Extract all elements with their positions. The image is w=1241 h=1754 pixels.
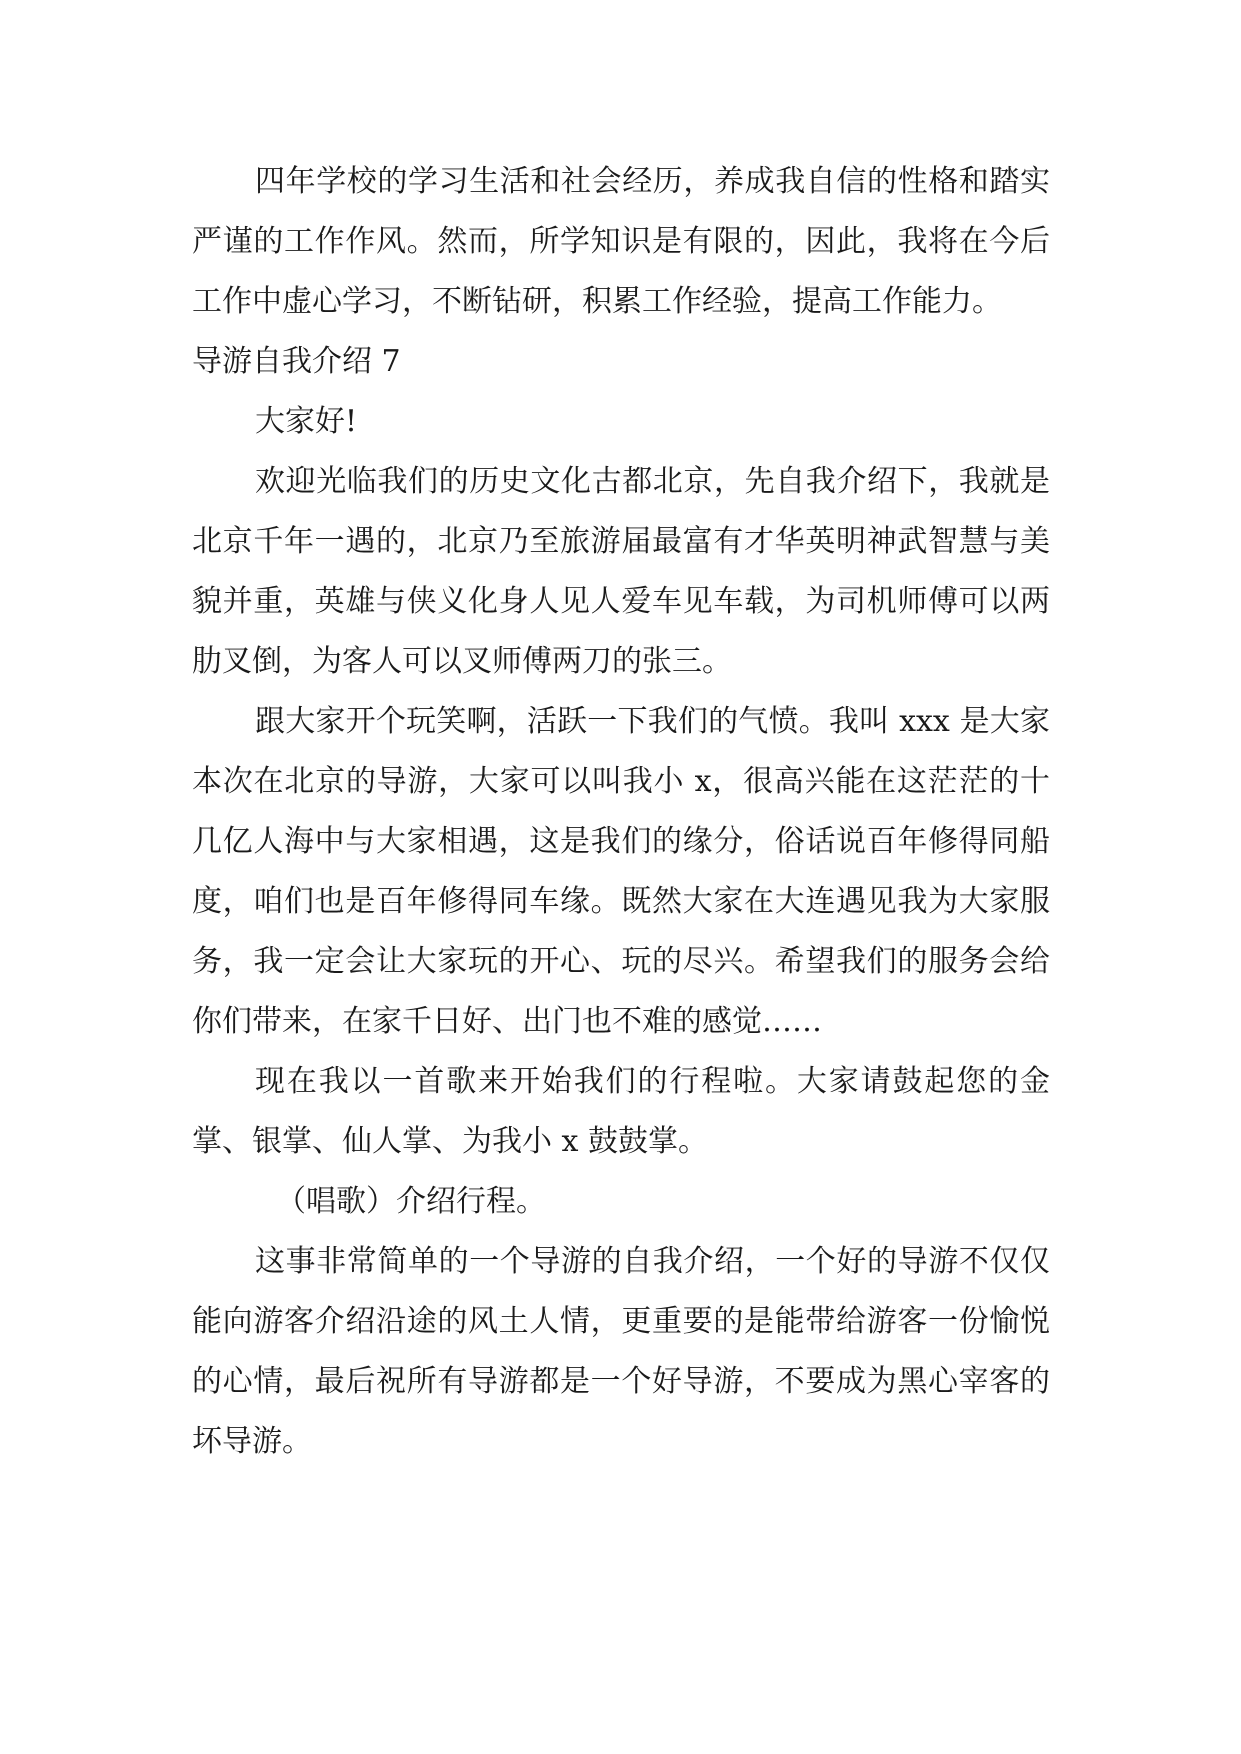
document-page (192, 152, 1050, 1472)
section-heading: 导游自我介绍 7 (192, 344, 401, 379)
paragraph-conclusion: 这事非常简单的一个导游的自我介绍，一个好的导游不仅仅能向游客介绍沿途的风土人情，更重要的是能带给游客一份愉悦的心情，最后祝所有导游都是一个好导游，不要成为黑心宰客的坏导游。 (192, 1244, 1050, 1459)
paragraph-introduction: 跟大家开个玩笑啊，活跃一下我们的气愤。我叫 xxx 是大家本次在北京的导游，大家可以叫我小 x，很高兴能在这茫茫的十几亿人海中与大家相遇，这是我们的缘分，俗话说百年修得同船度，咱们也是百年修得同车缘。既然大家在大连遇见我为大家服务，我一定会让大家玩的开心、玩的尽兴。希望我们的服务会给你们带来，在家千日好、出门也不难的感觉…… (192, 704, 1050, 1039)
paragraph-welcome: 欢迎光临我们的历史文化古都北京，先自我介绍下，我就是北京千年一遇的，北京乃至旅游届最富有才华英明神武智慧与美貌并重，英雄与侠义化身人见人爱车见车载，为司机师傅可以两肋叉倒，为客人可以叉师傅两刀的张三。 (192, 464, 1050, 679)
paragraph-study-experience: 四年学校的学习生活和社会经历，养成我自信的性格和踏实严谨的工作作风。然而，所学知识是有限的，因此，我将在今后工作中虚心学习，不断钻研，积累工作经验，提高工作能力。 (192, 164, 1050, 319)
greeting: 大家好! (255, 404, 358, 439)
paragraph-sing: （唱歌）介绍行程。 (276, 1184, 546, 1219)
paragraph-song-start: 现在我以一首歌来开始我们的行程啦。大家请鼓起您的金掌、银掌、仙人掌、为我小 x 鼓鼓掌。 (192, 1064, 1050, 1159)
